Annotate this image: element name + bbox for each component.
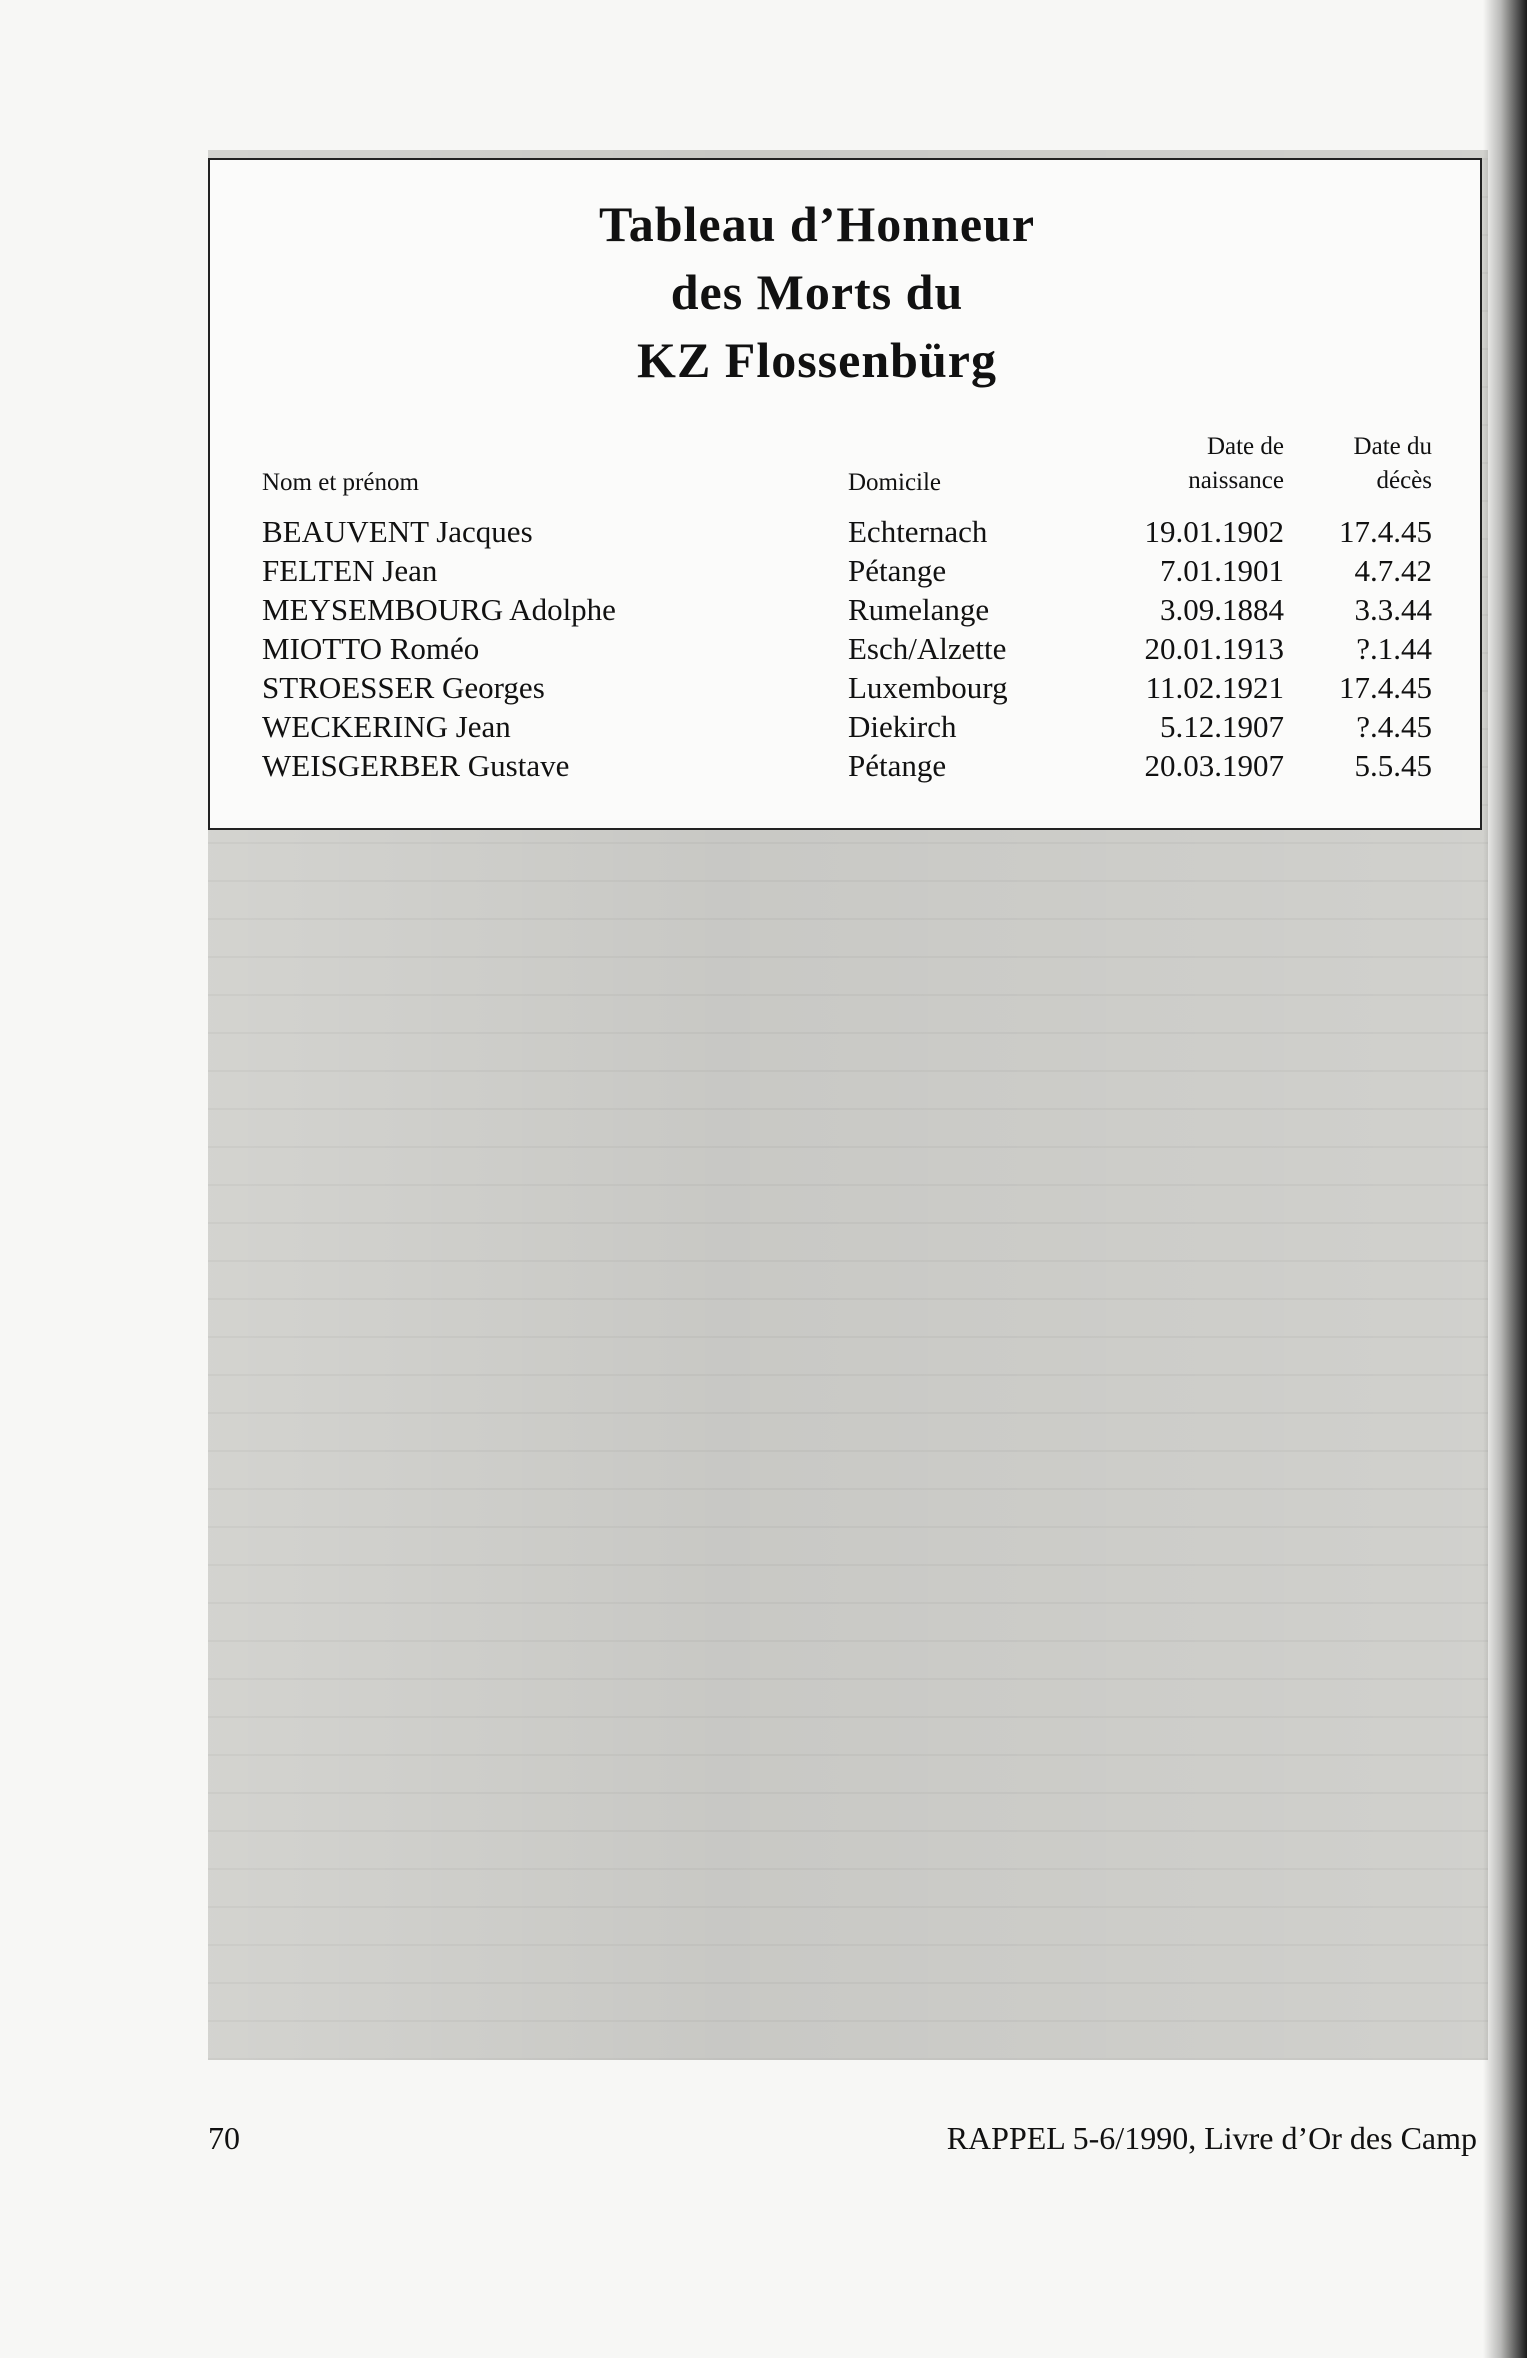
title-line-2: des Morts du [670, 264, 964, 320]
header-birth-line2: naissance [1188, 467, 1284, 494]
header-name: Nom et prénom [262, 469, 419, 496]
cell-birth: 3.09.1884 [1160, 592, 1284, 627]
page-title [210, 190, 1484, 394]
cell-death: 5.5.45 [1354, 748, 1432, 783]
header-birth [1188, 430, 1284, 498]
cell-death: 17.4.45 [1339, 514, 1432, 549]
cell-birth: 11.02.1921 [1145, 670, 1284, 705]
cell-name: STROESSER Georges [262, 670, 545, 705]
cell-birth: 19.01.1902 [1144, 514, 1284, 549]
table-row [210, 746, 1484, 785]
page-number: 70 [208, 2120, 240, 2156]
title-line-3: KZ Flossenbürg [637, 332, 997, 388]
header-death [1354, 430, 1432, 498]
table-row [210, 707, 1484, 746]
cell-domicile: Pétange [848, 748, 947, 783]
cell-name: BEAUVENT Jacques [262, 514, 533, 549]
table-row [210, 629, 1484, 668]
cell-domicile: Luxembourg [848, 670, 1008, 705]
table-row [210, 590, 1484, 629]
cell-death: ?.4.45 [1356, 709, 1432, 744]
cell-name: WECKERING Jean [262, 709, 511, 744]
header-death-line1: Date du [1353, 433, 1432, 460]
cell-death: ?.1.44 [1356, 631, 1432, 666]
cell-name: WEISGERBER Gustave [262, 748, 570, 783]
table-body [210, 512, 1484, 785]
cell-death: 17.4.45 [1339, 670, 1432, 705]
cell-domicile: Rumelange [848, 592, 990, 627]
cell-birth: 20.03.1907 [1144, 748, 1284, 783]
cell-domicile: Diekirch [848, 709, 957, 744]
header-birth-line1: Date de [1206, 433, 1284, 460]
cell-death: 4.7.42 [1354, 553, 1432, 588]
table-row [210, 551, 1484, 590]
cell-birth: 5.12.1907 [1160, 709, 1284, 744]
page-edge-shadow [1483, 0, 1527, 2358]
header-domicile: Domicile [848, 469, 942, 496]
cell-name: FELTEN Jean [262, 553, 438, 588]
cell-death: 3.3.44 [1354, 592, 1432, 627]
footer-source: RAPPEL 5-6/1990, Livre d’Or des Camp [946, 2120, 1477, 2156]
honor-table-box [208, 158, 1482, 830]
header-death-line2: décès [1376, 467, 1432, 494]
cell-birth: 7.01.1901 [1160, 553, 1284, 588]
cell-birth: 20.01.1913 [1144, 631, 1284, 666]
table-row [210, 668, 1484, 707]
cell-domicile: Pétange [848, 553, 947, 588]
cell-domicile: Esch/Alzette [848, 631, 1007, 666]
table-row [210, 512, 1484, 551]
honor-table [210, 430, 1484, 783]
cell-name: MEYSEMBOURG Adolphe [262, 592, 616, 627]
cell-domicile: Echternach [848, 514, 988, 549]
title-line-1: Tableau d’Honneur [598, 196, 1036, 252]
table-header [210, 430, 1484, 502]
cell-name: MIOTTO Roméo [262, 631, 480, 666]
